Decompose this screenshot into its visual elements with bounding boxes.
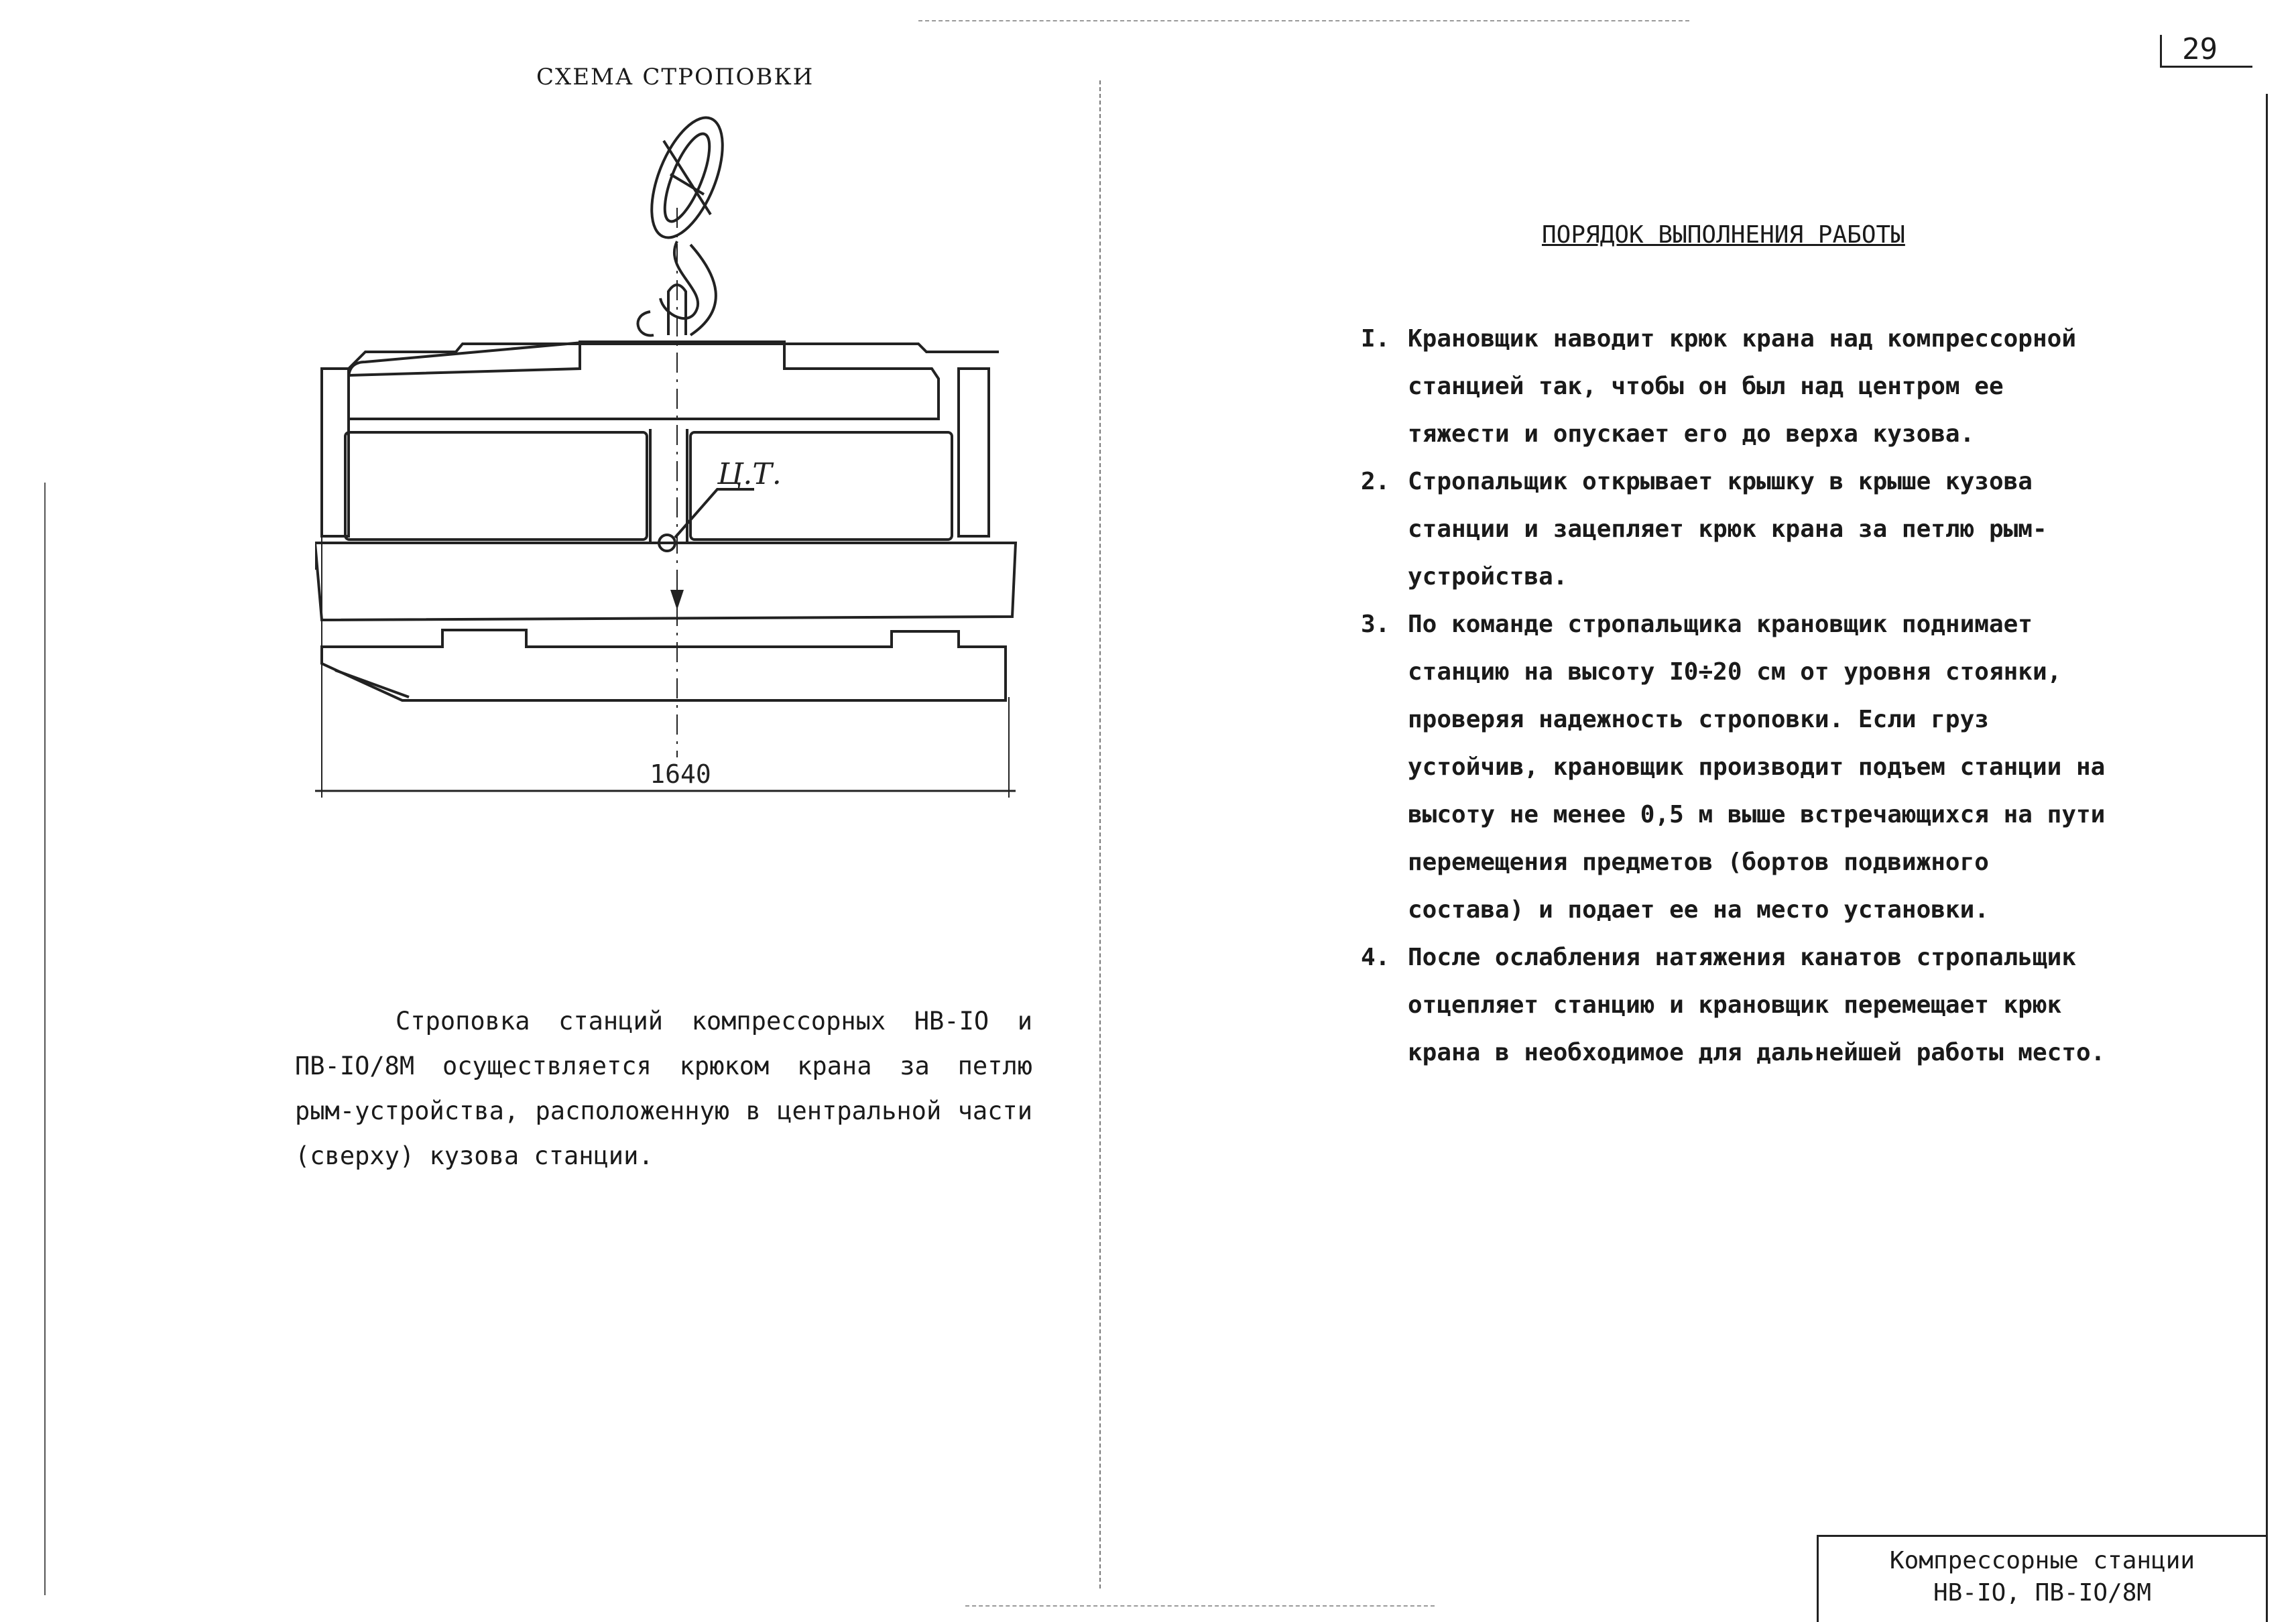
diagram-title: СХЕМА СТРОПОВКИ [536, 64, 814, 90]
fold-line [1099, 80, 1101, 1588]
center-of-gravity-label: Ц.Т. [717, 457, 782, 491]
step-text: После ослабления натяжения канатов стропальщик отцепляет станцию и крановщик перемещает крюк крана в необходимое для дальнейшей работы место. [1408, 944, 2106, 1066]
title-block [1817, 1535, 2266, 1622]
station-roof [349, 344, 999, 369]
procedure-title: ПОРЯДОК ВЫПОЛНЕНИЯ РАБОТЫ [1542, 221, 1905, 249]
slinging-diagram [315, 114, 1059, 824]
frame-border-right [2266, 94, 2268, 1622]
step-number: 4. [1361, 944, 1390, 971]
station-body [315, 543, 1016, 620]
slinging-description [295, 999, 1032, 1178]
step-number: I. [1361, 325, 1390, 353]
bottom-rule [965, 1605, 1435, 1607]
procedure-step [1361, 458, 2118, 601]
procedure-step [1361, 934, 2118, 1076]
step-text: По команде стропальщика крановщик поднимает станцию на высоту I0÷20 см от уровня стоянки, проверяя надежность строповки. Если груз устойчив, крановщик производит подъем станции на высоту не менее 0,5 м выше встречающихся на пути перемещения предметов (бортов подвижного состава) и подает ее на место установки. [1408, 611, 2106, 924]
step-text: Крановщик наводит крюк крана над компрессорной станцией так, чтобы он был над центром ее тяжести и опускает его до верха кузова. [1408, 325, 2076, 448]
procedure-steps [1361, 315, 2118, 1076]
title-block-line-2: НВ-IO, ПВ-IO/8М [1933, 1579, 2152, 1607]
slinging-description-text: Строповка станций компрессорных НВ-IO и ПВ-IO/8М осуществляется крюком крана за петлю рым-устройства, расположенную в центральной части (сверху) кузова станции. [295, 1007, 1032, 1170]
step-text: Стропальщик открывает крышку в крыше кузова станции и зацепляет крюк крана за петлю рым-устройства. [1408, 468, 2047, 590]
frame-border-left [44, 483, 46, 1595]
page-number: 29 [2182, 32, 2218, 66]
top-rule [918, 20, 1689, 21]
step-number: 3. [1361, 611, 1390, 638]
procedure-step [1361, 315, 2118, 458]
station-chassis [322, 630, 1006, 700]
title-block-line-1: Компрессорные станции [1889, 1547, 2195, 1574]
step-number: 2. [1361, 468, 1390, 495]
dimension-label: 1640 [650, 759, 711, 789]
procedure-step [1361, 601, 2118, 934]
